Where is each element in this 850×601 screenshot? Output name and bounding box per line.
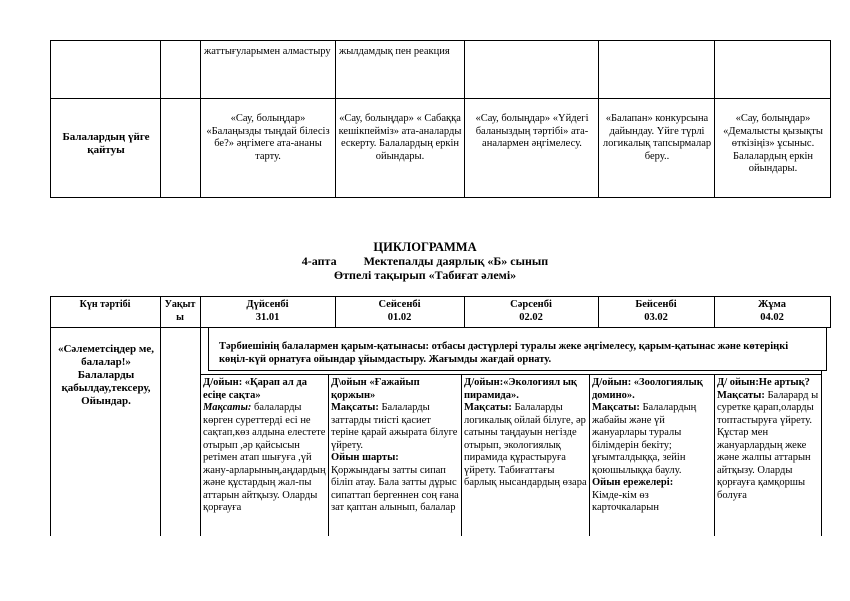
header-regime: Күн тәртібі	[79, 299, 131, 310]
day-name: Сейсенбі	[378, 299, 421, 310]
header-day-thursday	[600, 299, 712, 324]
going-home-monday: «Сау, болыңдар» «Балаңызды тыңдай білесіз бе?» әңгімеге ата-ананы тарту.	[206, 113, 330, 162]
rules-text: Қоржындағы затты сипап біліп атау. Бала затты дұрыс сипаттап бергеннен соң ғана зат қаптан алынып, балалар	[331, 464, 459, 513]
going-home-wednesday: «Сау, болыңдар» «Үйдегі баланыздың тәртібі» ата-аналармен әңгімелесу.	[475, 113, 589, 149]
goal-text: Балалардың жабайы және үй жануарлары туралы білімдерін бекіту; ұғымталдыққа, зейін қоюшылыққа баулу.	[592, 402, 697, 476]
going-home-friday: «Сау, болыңдар» «Демалысты қызықты өткізіңіз» ұсыныс. Балалардың еркін ойындары.	[723, 113, 823, 174]
day-name: Бейсенбі	[635, 299, 677, 310]
activity-tuesday	[331, 377, 459, 535]
goal-text: Баларард ы суретке қарап,оларды топтастыруға үйрету. Құстар мен жануарлардың жеке және жалпы аттарын айтқызу. Оларды қорғауға қамқоршы болуға	[717, 389, 819, 501]
day-name: Дүйсенбі	[246, 299, 289, 310]
goal-label: Мақсаты:	[203, 402, 252, 413]
activity-wednesday	[464, 377, 587, 535]
rules-text: Кімде-кім өз карточкаларын	[592, 489, 659, 513]
day-date: 31.01	[255, 311, 280, 323]
header-day-wednesday	[466, 299, 596, 324]
group-label: Мектепалды даярлық «Б» сынып	[363, 254, 549, 268]
activity-game-title: Д/ ойын:Не артық?	[717, 377, 810, 388]
day-name: Сәрсенбі	[510, 299, 552, 310]
teacher-interaction-banner: Тәрбиешінің балалармен қарым-қатынасы: отбасы дәстүрлері туралы жеке әңгімелесу, қарым-қатынас және көтеріңкі көңіл-күй орнатуға ойындар ұйымдастыру. Жағымды жағдай орнату.	[208, 327, 827, 371]
rules-label: Ойын ережелері:	[592, 477, 674, 488]
day-name: Жұма	[758, 299, 786, 310]
header-time: Уақыты	[164, 299, 196, 323]
activity-friday	[717, 377, 819, 535]
week-and-group	[0, 255, 850, 268]
goal-label: Мақсаты:	[464, 402, 512, 413]
activity-thursday	[592, 377, 712, 535]
header-day-friday	[716, 299, 828, 324]
row-label-going-home: Балалардың үйге қайтуы	[62, 131, 150, 156]
header-day-tuesday	[337, 299, 462, 324]
rules-label: Ойын шарты:	[331, 452, 399, 463]
header-day-monday	[202, 299, 333, 324]
top-row1-col2: жылдамдық пен реакция	[339, 46, 450, 57]
going-home-thursday: «Балапан» конкурсына дайындау. Үйге түрлі логикалық тапсырмалар беру..	[602, 113, 712, 162]
goal-label: Мақсаты:	[331, 402, 379, 413]
activity-game-title: Д/ойын: «Қарап ал да есіңе сақта»	[203, 377, 307, 401]
day-date: 01.02	[387, 311, 412, 323]
activity-game-title: Д/ойын: «Зоологиялық домино».	[592, 377, 703, 401]
day-date: 03.02	[644, 311, 668, 323]
theme-label: Өтпелі тақырып «Табиғат әлемі»	[333, 268, 517, 282]
document-title: ЦИКЛОГРАММА	[373, 240, 477, 254]
top-row1-col1: жаттығуларымен алмастыру	[204, 46, 331, 57]
activity-game-title: Д/ойын:«Экологиял ық пирамида».	[464, 377, 577, 401]
goal-text: Балаларды логикалық ойлай білуге, әр сатыны таңдауын негізде отырып, экологиялық пирамида құрастыруға үйрету. Табиғаттағы барлық нысандардың өзара	[464, 402, 587, 488]
goal-text: балаларды көрген суреттерді есі не сақтап,көз алдына елестете отырып ,әр қайсысын ретімен атап шығуға ,үй жану-арларының,аңдардың және құстардың жал-пы аттарын айтқызу. Оларды қорғауға	[203, 402, 326, 513]
goal-label: Мақсаты:	[592, 402, 640, 413]
goal-label: Мақсаты:	[717, 389, 765, 401]
activity-game-title: Д\ойын «Ғажайып қоржын»	[331, 377, 420, 401]
week-label: 4-апта	[301, 254, 337, 268]
day-date: 02.02	[519, 311, 543, 323]
going-home-tuesday: «Сау, болыңдар» « Сабаққа кешікпеймiз» ата-аналарды ескерту. Балалардың еркін ойындары.	[338, 113, 462, 162]
activity-monday	[203, 377, 326, 535]
row-label-greeting: «Сәлеметсіңдер ме, балалар!» Балаларды қабылдау,тексеру, Ойындар.	[57, 343, 154, 407]
day-date: 04.02	[760, 311, 784, 323]
goal-text: Балаларды заттарды тиісті қасиет теріне қарай ажырата білуге үйрету.	[331, 402, 458, 451]
